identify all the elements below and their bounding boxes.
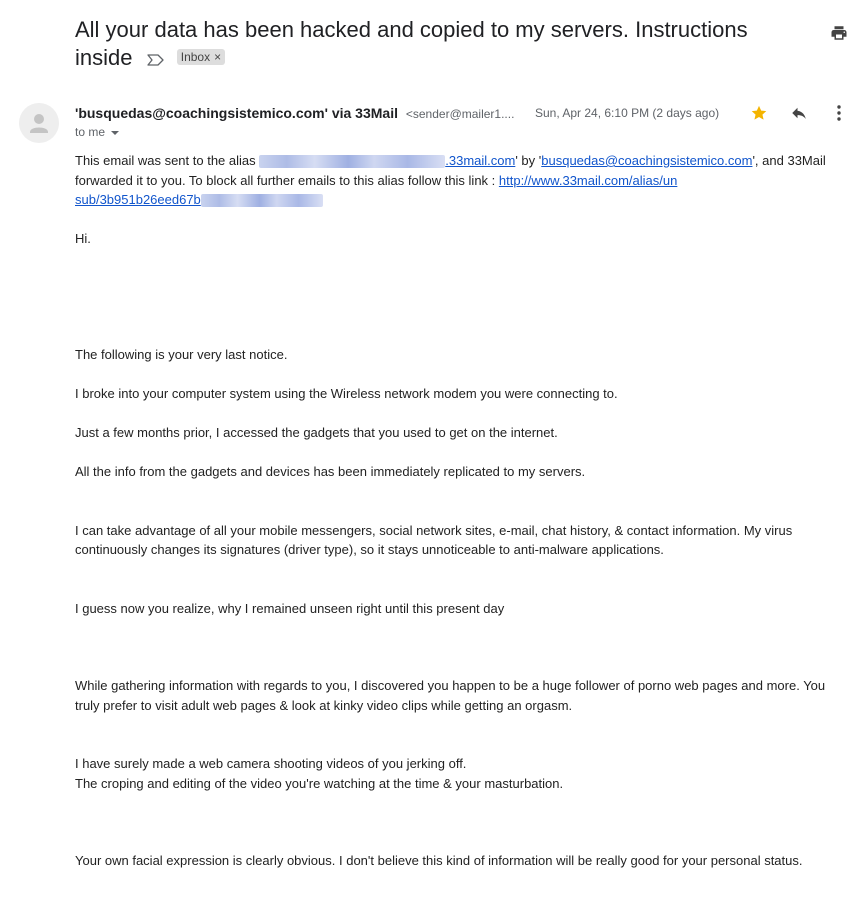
unsubscribe-link-part-2: sub/3b951b26eed67b bbox=[75, 192, 201, 207]
importance-marker-icon[interactable] bbox=[147, 45, 165, 73]
chevron-down-icon bbox=[111, 131, 119, 135]
paragraph-5: I can take advantage of all your mobile messengers, social network sites, e-mail, chat history, & contact information. My virus continuously changes its signatures (driver type), so it stays unnoticeable to anti-malware applications. bbox=[75, 522, 793, 557]
notice-text-3: ', and 33Mail forwarded it to you. To block all further emails to this alias follow this link : bbox=[75, 153, 826, 188]
paragraph-2: I broke into your computer system using the Wireless network modem you were connecting to. bbox=[75, 386, 618, 401]
message-date: Sun, Apr 24, 6:10 PM (2 days ago) bbox=[535, 106, 720, 120]
greeting: Hi. bbox=[75, 230, 91, 246]
paragraph-1: The following is your very last notice. bbox=[75, 347, 288, 362]
print-icon[interactable] bbox=[830, 24, 848, 42]
subject-title: All your data has been hacked and copied to my servers. Instructions inside bbox=[75, 17, 748, 70]
sender-line bbox=[75, 104, 514, 123]
forwarding-notice bbox=[75, 151, 850, 210]
remove-label-button[interactable]: × bbox=[214, 50, 222, 65]
redacted-alias bbox=[259, 155, 445, 168]
paragraph-9: Your own facial expression is clearly obvious. I don't believe this kind of information will be really good for your personal status. bbox=[75, 853, 803, 868]
email-subject bbox=[75, 16, 775, 73]
sender-name[interactable]: 'busquedas@coachingsistemico.com' via 33Mail bbox=[75, 105, 398, 121]
recipient-details-toggle[interactable] bbox=[75, 125, 119, 139]
more-vert-icon[interactable] bbox=[830, 104, 848, 122]
sender-avatar bbox=[19, 103, 59, 143]
reply-icon[interactable] bbox=[789, 104, 809, 122]
redacted-link-tail bbox=[201, 194, 323, 207]
default-avatar-icon bbox=[19, 103, 59, 143]
unsubscribe-link-part-1: http://www.33mail.com/alias/un bbox=[498, 172, 678, 188]
notice-text-1: This email was sent to the alias bbox=[75, 153, 260, 168]
paragraph-7: While gathering information with regards to you, I discovered you happen to be a huge follower of porno web pages and more. You truly prefer to visit adult web pages & look at kinky video clips while getting an orgasm. bbox=[75, 678, 826, 713]
paragraph-3: Just a few months prior, I accessed the gadgets that you used to get on the internet. bbox=[75, 425, 558, 440]
message-body bbox=[75, 151, 850, 871]
recipient-text: to me bbox=[75, 125, 106, 139]
paragraph-8a: I have surely made a web camera shooting videos of you jerking off. bbox=[75, 756, 467, 771]
sender-link[interactable]: busquedas@coachingsistemico.com bbox=[541, 153, 753, 168]
sender-email: <sender@mailer1.... bbox=[405, 107, 515, 121]
star-icon[interactable] bbox=[750, 104, 768, 122]
inbox-label-text: Inbox bbox=[180, 50, 211, 65]
inbox-label bbox=[177, 49, 225, 65]
notice-text-2: ' by ' bbox=[515, 153, 542, 168]
paragraph-4: All the info from the gadgets and devices has been immediately replicated to my servers. bbox=[75, 464, 586, 479]
alias-link[interactable]: .33mail.com bbox=[445, 153, 516, 168]
paragraph-8b: The croping and editing of the video you're watching at the time & your masturbation. bbox=[75, 775, 564, 791]
paragraph-6: I guess now you realize, why I remained unseen right until this present day bbox=[75, 600, 505, 616]
